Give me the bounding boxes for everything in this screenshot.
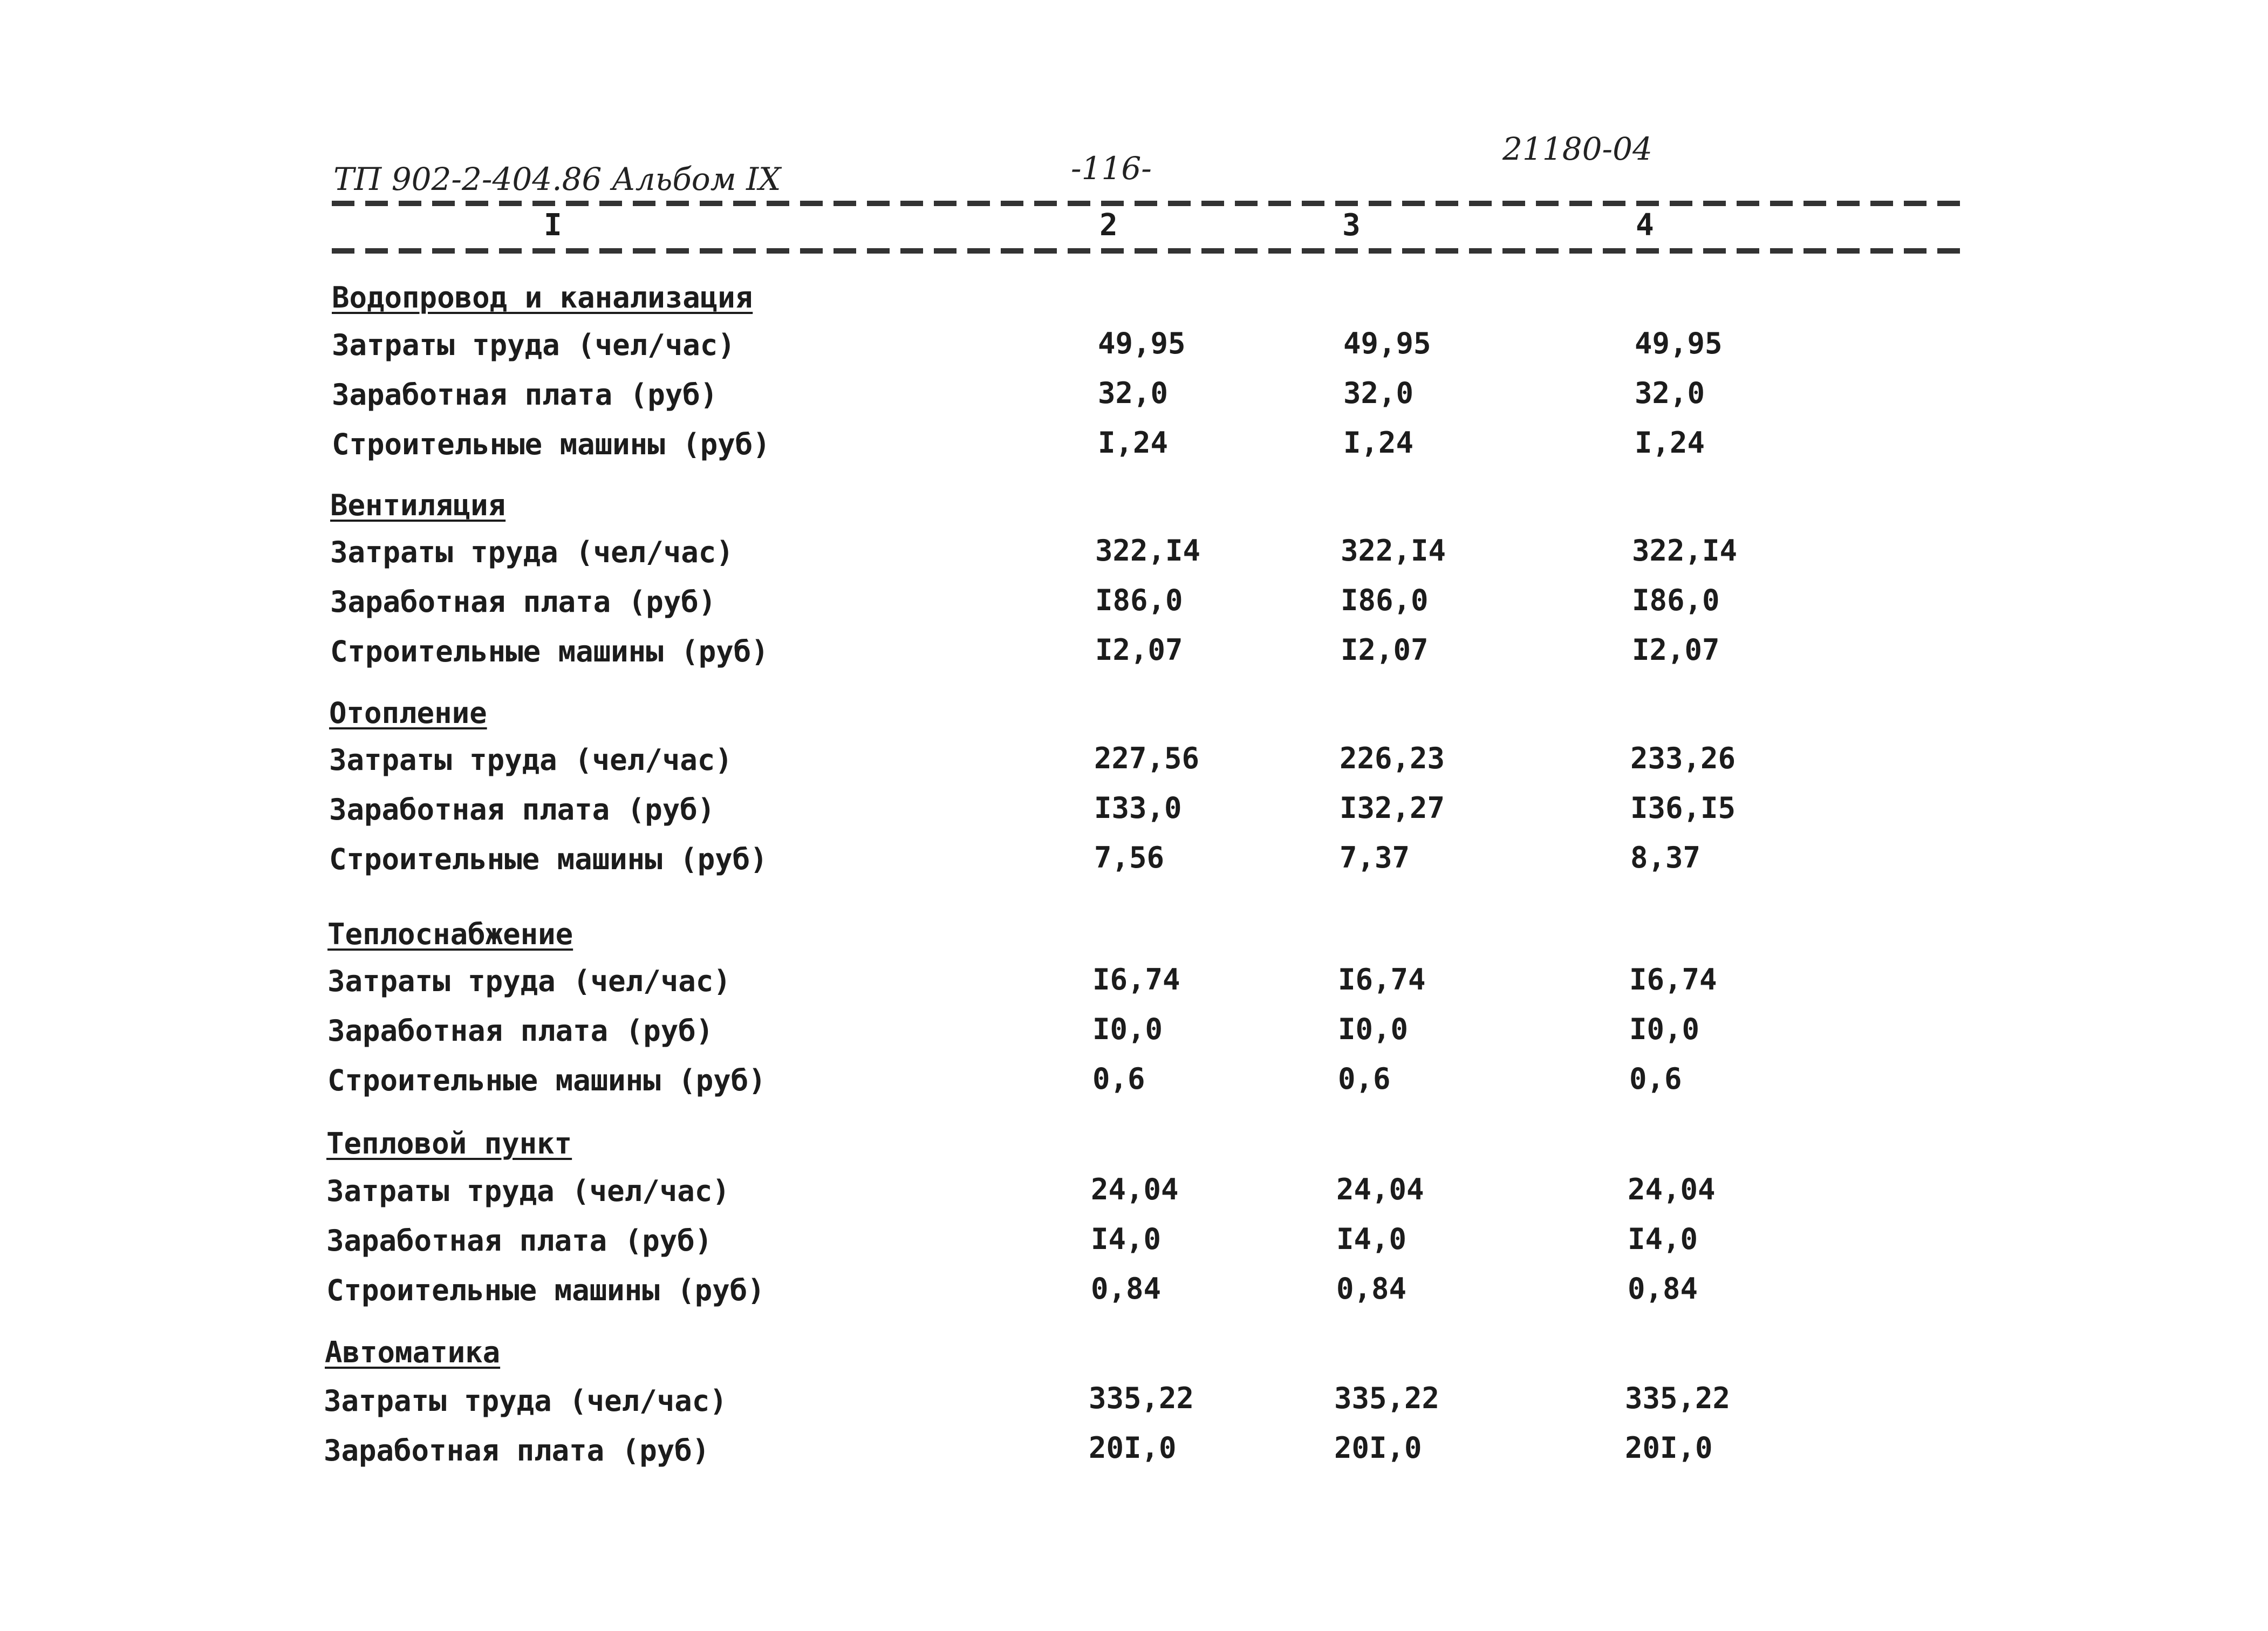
- page-number: -116-: [1071, 150, 1152, 187]
- section-title-heat-supply: Теплоснабжение: [327, 917, 573, 951]
- table-cell: 322,I4: [1095, 534, 1201, 568]
- table-cell: I,24: [1635, 426, 1705, 460]
- table-cell: 335,22: [1625, 1381, 1731, 1415]
- column-header-4: 4: [1636, 208, 1654, 243]
- table-cell: 322,I4: [1341, 534, 1446, 568]
- table-cell: I2,07: [1341, 633, 1429, 667]
- row-label: Заработная плата (руб): [330, 585, 716, 619]
- table-cell: 49,95: [1098, 326, 1186, 360]
- table-cell: I4,0: [1091, 1222, 1162, 1256]
- table-cell: I,24: [1343, 426, 1414, 460]
- row-label: Затраты труда (чел/час): [330, 535, 734, 569]
- row-label: Строительные машины (руб): [332, 427, 770, 461]
- table-cell: 226,23: [1340, 741, 1445, 775]
- table-cell: 32,0: [1098, 376, 1169, 410]
- row-label: Затраты труда (чел/час): [326, 1174, 730, 1208]
- row-label: Затраты труда (чел/час): [327, 964, 731, 998]
- row-label: Строительные машины (руб): [330, 634, 769, 668]
- section-title-water: Водопровод и канализация: [332, 281, 753, 315]
- table-cell: 32,0: [1635, 376, 1705, 410]
- table-cell: 24,04: [1628, 1172, 1716, 1206]
- column-header-3: 3: [1342, 208, 1361, 243]
- table-cell: I6,74: [1629, 963, 1717, 997]
- table-cell: I6,74: [1092, 963, 1180, 997]
- table-cell: I33,0: [1094, 791, 1182, 825]
- table-cell: 0,6: [1338, 1062, 1391, 1096]
- row-label: Строительные машины (руб): [326, 1273, 765, 1307]
- row-label: Заработная плата (руб): [324, 1434, 710, 1468]
- table-cell: I4,0: [1628, 1222, 1698, 1256]
- row-label: Строительные машины (руб): [329, 842, 768, 876]
- table-cell: 0,84: [1628, 1272, 1698, 1306]
- table-cell: 24,04: [1336, 1172, 1424, 1206]
- row-label: Заработная плата (руб): [326, 1224, 713, 1258]
- row-label: Строительные машины (руб): [327, 1063, 766, 1097]
- table-cell: 24,04: [1091, 1172, 1179, 1206]
- table-cell: I0,0: [1092, 1012, 1163, 1046]
- table-cell: I2,07: [1095, 633, 1183, 667]
- table-cell: I86,0: [1632, 583, 1720, 617]
- section-title-ventilation: Вентиляция: [330, 488, 506, 522]
- table-cell: 233,26: [1630, 741, 1736, 775]
- row-label: Затраты труда (чел/час): [324, 1384, 727, 1418]
- table-cell: I,24: [1098, 426, 1169, 460]
- table-cell: I32,27: [1340, 791, 1445, 825]
- row-label: Заработная плата (руб): [327, 1014, 714, 1048]
- table-cell: 7,56: [1094, 841, 1165, 875]
- table-header-rule: [332, 248, 1964, 254]
- table-cell: 49,95: [1635, 326, 1723, 360]
- table-cell: 32,0: [1343, 376, 1414, 410]
- table-cell: 335,22: [1089, 1381, 1194, 1415]
- table-cell: I2,07: [1632, 633, 1720, 667]
- document-code: ТП 902-2-404.86 Альбом IX: [333, 161, 781, 197]
- table-cell: 335,22: [1334, 1381, 1440, 1415]
- table-cell: 322,I4: [1632, 534, 1738, 568]
- column-header-2: 2: [1099, 208, 1118, 243]
- column-header-1: I: [544, 208, 562, 243]
- row-label: Заработная плата (руб): [329, 793, 715, 827]
- row-label: Затраты труда (чел/час): [332, 328, 735, 362]
- table-cell: I36,I5: [1630, 791, 1736, 825]
- section-title-heat-point: Тепловой пункт: [326, 1127, 572, 1161]
- table-cell: 0,84: [1336, 1272, 1407, 1306]
- section-title-heating: Отопление: [329, 696, 487, 730]
- table-top-rule: [332, 201, 1964, 206]
- table-cell: 20I,0: [1089, 1431, 1177, 1465]
- row-label: Затраты труда (чел/час): [329, 743, 733, 777]
- table-cell: I0,0: [1338, 1012, 1409, 1046]
- table-cell: 49,95: [1343, 326, 1431, 360]
- table-cell: I0,0: [1629, 1012, 1700, 1046]
- table-cell: 0,6: [1629, 1062, 1682, 1096]
- table-cell: 20I,0: [1334, 1431, 1422, 1465]
- table-cell: 20I,0: [1625, 1431, 1713, 1465]
- table-cell: 0,6: [1092, 1062, 1145, 1096]
- table-cell: I86,0: [1341, 583, 1429, 617]
- table-cell: I6,74: [1338, 963, 1426, 997]
- table-cell: I86,0: [1095, 583, 1183, 617]
- table-cell: 7,37: [1340, 841, 1410, 875]
- table-cell: 0,84: [1091, 1272, 1162, 1306]
- table-cell: I4,0: [1336, 1222, 1407, 1256]
- row-label: Заработная плата (руб): [332, 378, 718, 412]
- table-cell: 8,37: [1630, 841, 1701, 875]
- section-title-automation: Автоматика: [325, 1335, 501, 1369]
- stamp-number: 21180-04: [1502, 131, 1652, 167]
- table-cell: 227,56: [1094, 741, 1200, 775]
